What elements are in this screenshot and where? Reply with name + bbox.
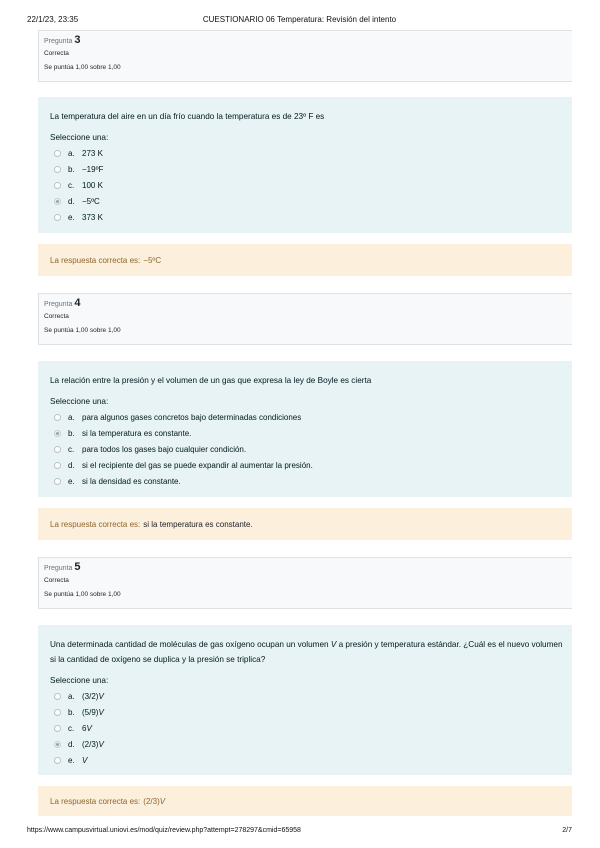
question-formulation-5 — [38, 625, 572, 775]
option-letter: e. — [68, 755, 75, 765]
answer-prompt: Seleccione una: — [50, 397, 109, 406]
answer-option[interactable] — [50, 409, 560, 425]
print-url: https://www.campusvirtual.uniovi.es/mod/quiz/review.php?attempt=278297&cmid=65958 — [27, 826, 301, 834]
question-number: Pregunta 3 — [44, 34, 81, 46]
option-letter: c. — [68, 723, 75, 733]
feedback-label: La respuesta correcta es: — [50, 519, 141, 529]
radio-button[interactable] — [54, 414, 61, 421]
correct-answer-feedback-4 — [38, 508, 572, 540]
radio-button[interactable] — [54, 214, 61, 221]
correct-answer-feedback-5 — [38, 786, 572, 816]
print-footer — [27, 824, 572, 836]
question-info-3 — [38, 30, 572, 82]
radio-button[interactable] — [54, 182, 61, 189]
option-letter: e. — [68, 212, 75, 222]
option-letter: a. — [68, 412, 75, 422]
radio-button[interactable] — [54, 462, 61, 469]
print-page-number: 2/7 — [562, 826, 572, 834]
option-text: −5ºC — [82, 196, 100, 206]
radio-button-selected[interactable] — [54, 430, 61, 437]
question-state: Correcta — [44, 50, 69, 57]
question-formulation-3 — [38, 97, 572, 233]
radio-button[interactable] — [54, 725, 61, 732]
option-letter: d. — [68, 196, 75, 206]
radio-button[interactable] — [54, 757, 61, 764]
option-text: (2/3)V — [82, 739, 104, 749]
question-info-5 — [38, 557, 572, 609]
radio-button[interactable] — [54, 150, 61, 157]
print-datetime: 22/1/23, 23:35 — [27, 14, 79, 24]
question-grade: Se puntúa 1,00 sobre 1,00 — [44, 64, 121, 71]
question-text: La temperatura del aire en un día frío cuando la temperatura es de 23º F es — [50, 112, 325, 121]
radio-button-selected[interactable] — [54, 741, 61, 748]
option-text: V — [82, 755, 88, 765]
answer-option[interactable] — [50, 457, 560, 473]
option-text: (3/2)V — [82, 691, 104, 701]
option-letter: c. — [68, 444, 75, 454]
feedback-value: (2/3)V — [143, 796, 166, 806]
answer-option[interactable] — [50, 736, 568, 752]
answer-option[interactable] — [50, 688, 568, 704]
option-text: −19ºF — [82, 164, 104, 174]
option-text: si el recipiente del gas se puede expandir al aumentar la presión. — [82, 460, 313, 470]
question-number: Pregunta 5 — [44, 561, 81, 573]
question-info-4 — [38, 293, 572, 345]
answer-list — [50, 409, 560, 489]
feedback-value: si la temperatura es constante. — [143, 519, 253, 529]
answer-option[interactable] — [50, 704, 568, 720]
option-letter: a. — [68, 148, 75, 158]
answer-prompt: Seleccione una: — [50, 676, 109, 685]
feedback-value: −5ºC — [143, 255, 162, 265]
option-text: si la temperatura es constante. — [82, 428, 192, 438]
answer-option[interactable] — [50, 145, 560, 161]
option-letter: d. — [68, 460, 75, 470]
answer-list — [50, 145, 560, 225]
option-letter: b. — [68, 428, 75, 438]
option-text: 100 K — [82, 180, 103, 190]
question-text: La relación entre la presión y el volumen de un gas que expresa la ley de Boyle es cierta — [50, 376, 372, 385]
option-letter: b. — [68, 707, 75, 717]
feedback-label: La respuesta correcta es: — [50, 255, 141, 265]
option-text: 373 K — [82, 212, 103, 222]
answer-prompt: Seleccione una: — [50, 133, 109, 142]
option-text: 273 K — [82, 148, 103, 158]
question-state: Correcta — [44, 313, 69, 320]
answer-option[interactable] — [50, 177, 560, 193]
radio-button[interactable] — [54, 693, 61, 700]
answer-option[interactable] — [50, 752, 568, 768]
question-grade: Se puntúa 1,00 sobre 1,00 — [44, 327, 121, 334]
question-state: Correcta — [44, 577, 69, 584]
feedback-label: La respuesta correcta es: — [50, 796, 141, 806]
answer-option[interactable] — [50, 161, 560, 177]
option-text: (5/9)V — [82, 707, 104, 717]
correct-answer-feedback-3 — [38, 244, 572, 276]
question-number: Pregunta 4 — [44, 297, 81, 309]
option-letter: c. — [68, 180, 75, 190]
radio-button-selected[interactable] — [54, 198, 61, 205]
answer-option[interactable] — [50, 193, 560, 209]
option-text: si la densidad es constante. — [82, 476, 181, 486]
answer-option[interactable] — [50, 209, 560, 225]
print-header — [27, 12, 572, 26]
question-grade: Se puntúa 1,00 sobre 1,00 — [44, 591, 121, 598]
answer-option[interactable] — [50, 720, 568, 736]
option-letter: a. — [68, 691, 75, 701]
print-title: CUESTIONARIO 06 Temperatura: Revisión del intento — [202, 14, 397, 24]
radio-button[interactable] — [54, 709, 61, 716]
question-text: Una determinada cantidad de moléculas de gas oxígeno ocupan un volumen V a presión y temperatura estándar. ¿Cuál es el nuevo volumen si la cantidad de oxígeno se duplica y la presión se triplica? — [50, 640, 563, 664]
option-text: para algunos gases concretos bajo determinadas condiciones — [82, 412, 302, 422]
radio-button[interactable] — [54, 446, 61, 453]
radio-button[interactable] — [54, 166, 61, 173]
option-text: para todos los gases bajo cualquier condición. — [82, 444, 247, 454]
option-letter: d. — [68, 739, 75, 749]
answer-option[interactable] — [50, 425, 560, 441]
answer-list — [50, 688, 568, 768]
option-text: 6V — [82, 723, 92, 733]
option-letter: e. — [68, 476, 75, 486]
answer-option[interactable] — [50, 473, 560, 489]
option-letter: b. — [68, 164, 75, 174]
question-formulation-4 — [38, 361, 572, 497]
answer-option[interactable] — [50, 441, 560, 457]
radio-button[interactable] — [54, 478, 61, 485]
